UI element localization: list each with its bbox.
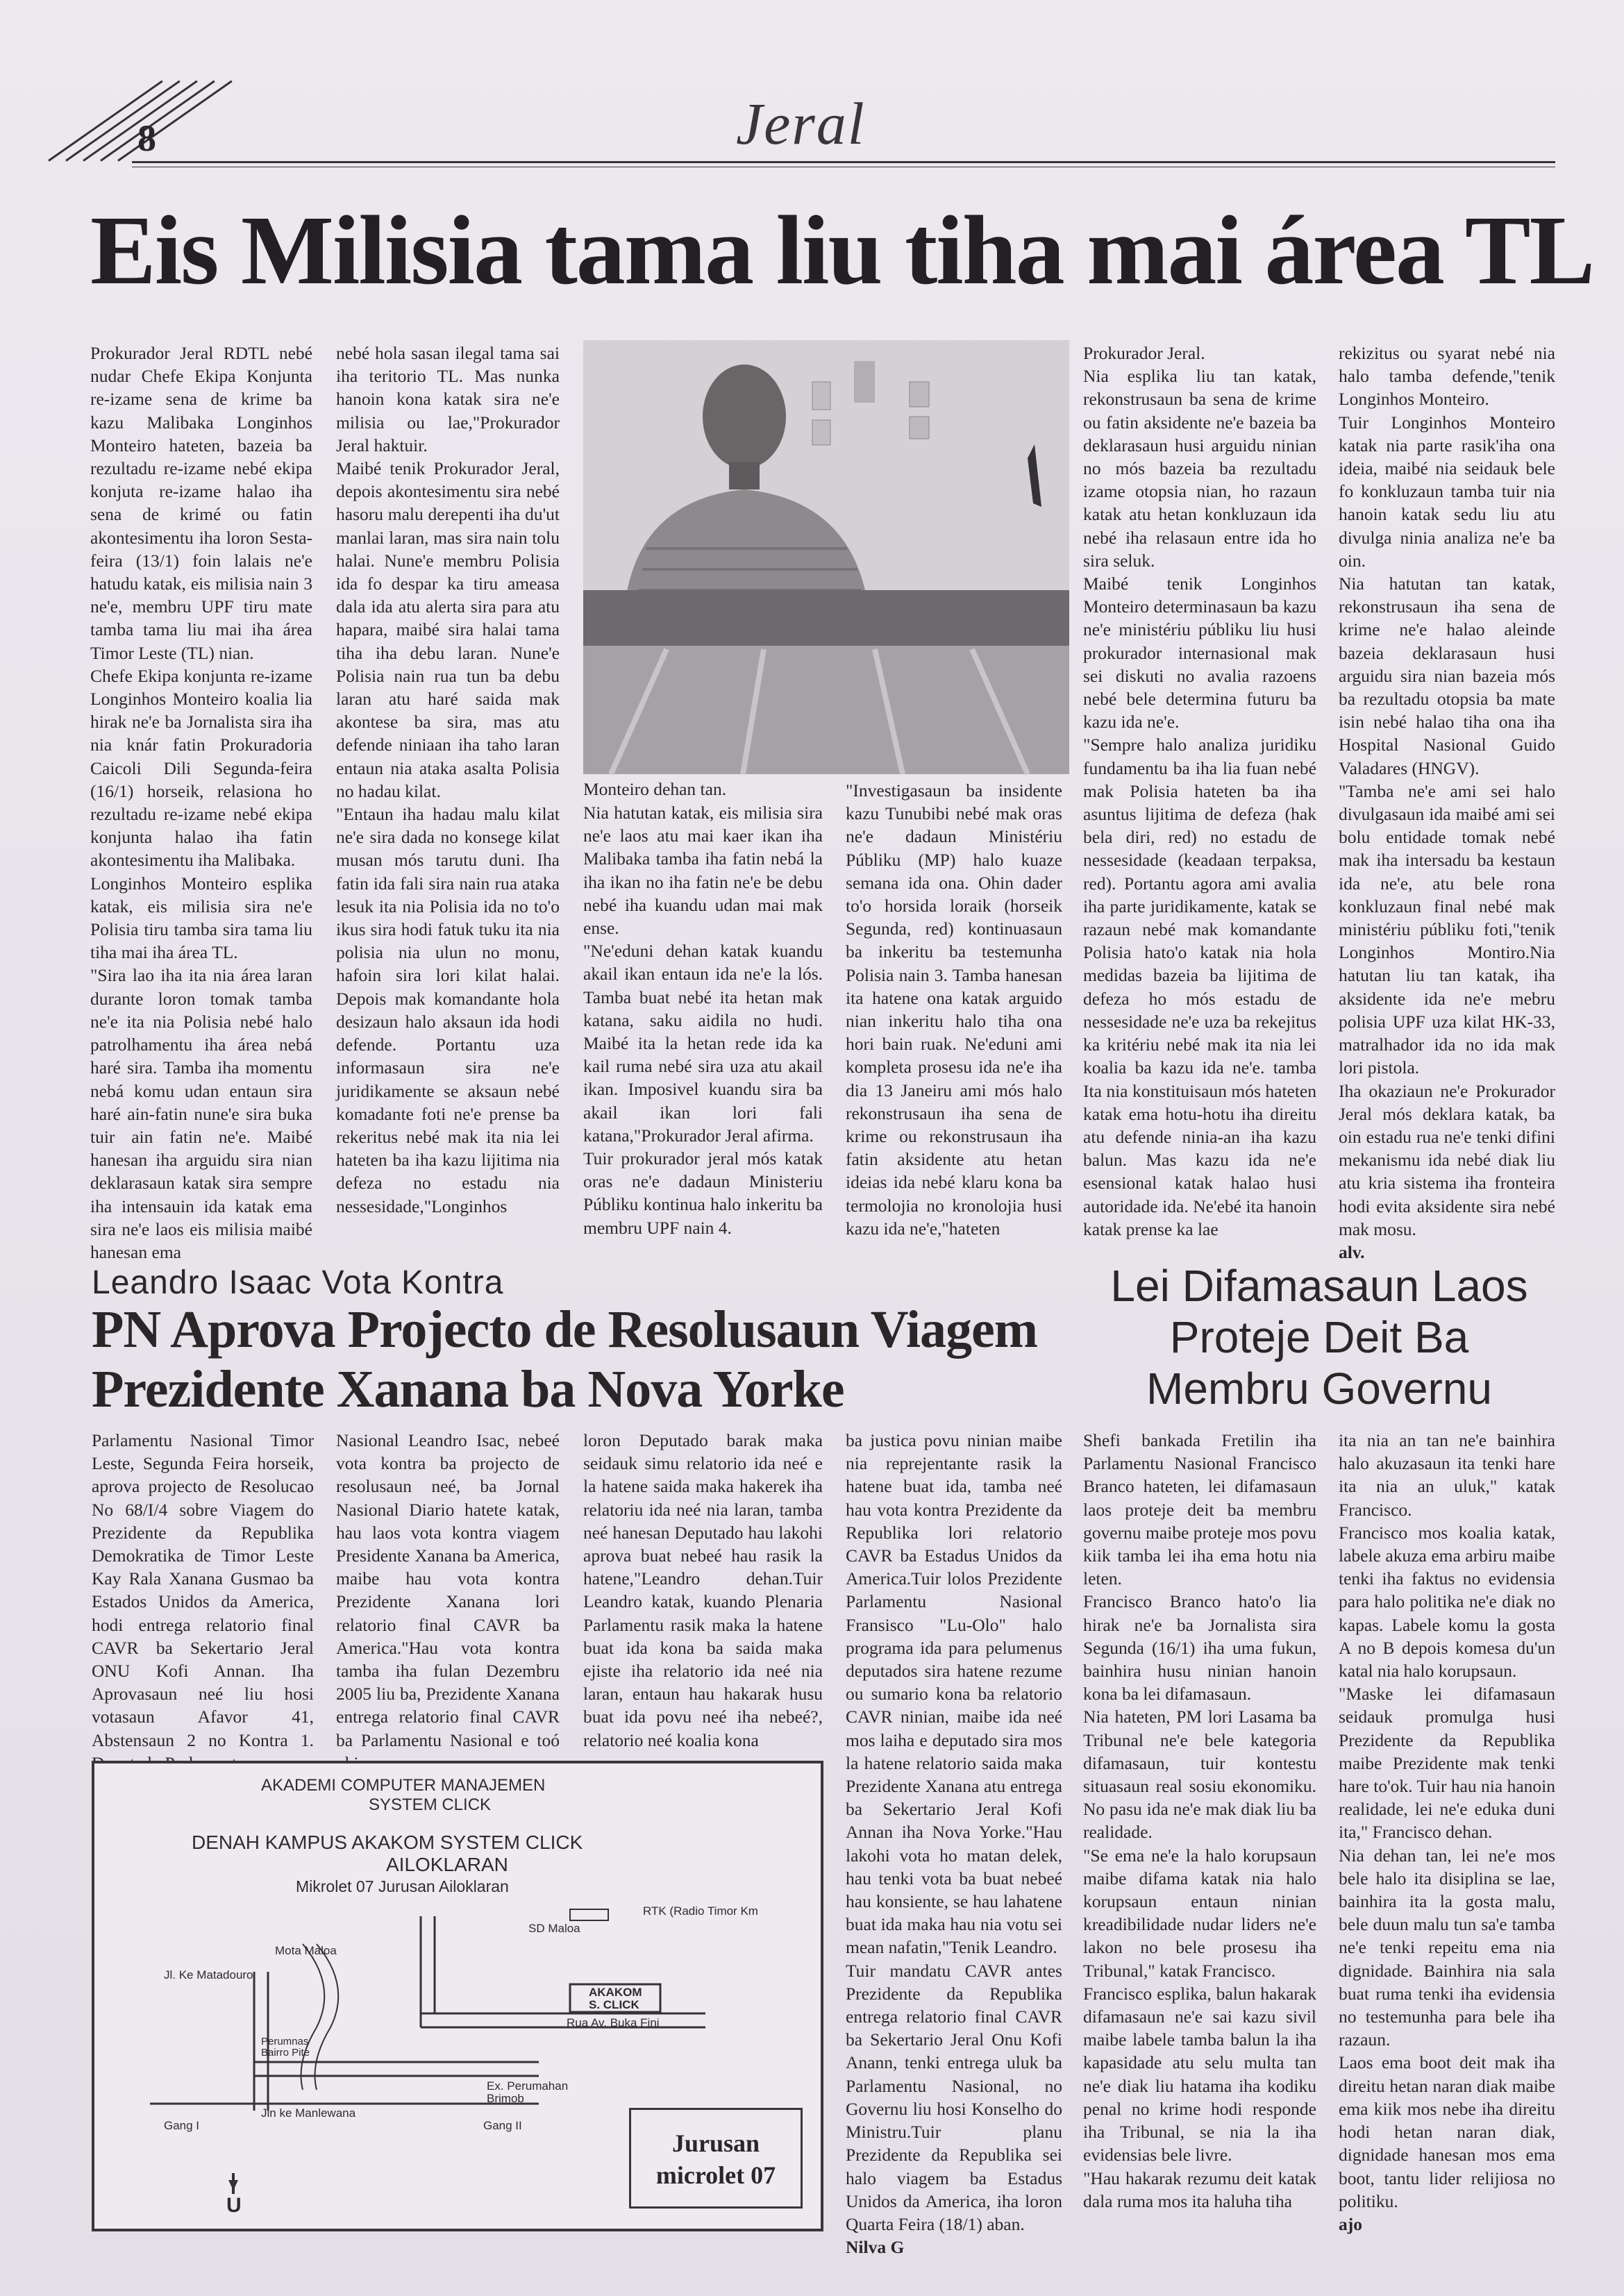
map-label: Gang II bbox=[483, 2119, 522, 2132]
section-title: Jeral bbox=[736, 90, 866, 157]
map-label: S. CLICK bbox=[589, 1998, 639, 2011]
article-text: ita nia an tan ne'e bainhira halo akuzasaun ita tenki hare ita nia an uluk," katak Francisco. Francisco mos koalia katak, labele akuza ema arbiru maibe tenki iha faktus no evidensia para halo politika ne'e diak no kapas. Labele komu la gosta A no B depois komesa du'un katal nia halo korupsaun. "Maske lei difamasaun seidauk promulga husi Prezidente da Republika maibe Prezidente mak tenki hare to'ok. Tuir hau nia hanoin realidade, lei ne'e eduka duni ita," Francisco dehan. Nia dehan tan, lei ne'e mos bele halo ita disiplina se lae, bainhira ita la gosta malu, bele duun malu tun sa'e tamba ne'e tenki repeitu ema nia dignidade. Bainhira nia sala buat ruma tenki iha evidensia no testemunha para bele iha razaun. Laos ema boot deit mak iha direitu hetan naran diak maibe ema kiik mos nebe iha direitu hodi hetan naran diak, dignidade hanesan mos ema boot, tantu lider relijiosa no politiku. bbox=[1339, 1430, 1555, 2211]
map-header: SYSTEM CLICK bbox=[369, 1795, 492, 1814]
article-text: rekizitus ou syarat nebé nia halo tamba defende,"tenik Longinhos Monteiro. Tuir Longinhos Monteiro katak nia parte rasik'iha ona ideia, maibé nia seidauk bele fo konkluzaun tamba tuir nia hanoin katak sedu liu atu divulga ninia analiza ne'e ba oin. Nia hatutan tan katak, rekonstrusaun iha sena de krime ne'e halao aleinde bazeia deklarasaun husi arguidu sira nian bazeia mós ba rezultadu otopsia ba mate isin nebé halao tiha ona iha Hospital Nasional Guido Valadares (HNGV). "Tamba ne'e ami sei halo divulgasaun ida maibé ami sei bolu entidade tomak nebé mak iha intersadu ba kestaun ida ne'e, atu bele rona konkluzaun final nebé mak ministériu públiku foti,"tenik Longinhos Montiro.Nia hatutan liu tan katak, iha aksidente ida ne'e mebru polisia UPF uza kilat HK-33, matralhador ida no ida mak lori pistola. Iha okaziaun ne'e Prokurador Jeral mós deklara katak, ba oin estadu rua ne'e tenki difini mekanismu ida nebé diak liu atu kria sistema iha fronteira hodi evita aksidente sira nebé mak mosu. bbox=[1339, 343, 1555, 1239]
map-label: Ex. Perumahan bbox=[487, 2079, 569, 2093]
article-text: ba justica povu ninian maibe nia reprejentante rasik la hatene buat ida, tamba neé hau vota kontra Prezidente da Republika lori relatorio CAVR ba Estadus Unidos da America.Tuir lolos Prezidente Parlamentu Nasional Fransisco "Lu-Olo" halo programa ida para pelumenus deputados sira hatene rezume ou sumario kona ba relatorio CAVR ninian, maibe ida neé mos laiha e deputado sira mos la hatene relatorio saida maka Prezidente Xanana atu entrega ba Sekertario Jeral Kofi Annan iha Nova Yorke."Hau lakohi vota ho matan delek, hau tenki vota ba buat nebeé hau konsiente, se hau lahatene buat ida maka hau nia votu sei mean nafatin,"Tenik Leandro. Tuir mandatu CAVR antes Prezidente da Republika entrega relatorio final CAVR ba Sekertario Jeral Onu Kofi Anann, tenki entrega uluk ba Parlamentu Nasional, no Governu liu hosi Konselho do Ministru.Tuir planu Prezidente da Republika sei halo viagem ba Estadus Unidos da America, iha loron Quarta Feira (18/1) aban. bbox=[846, 1430, 1062, 2234]
article-text: Shefi bankada Fretilin iha Parlamentu Nasional Francisco Branco hateten, lei difamasaun laos proteje deit ba membru governu maibe proteje mos povu kiik tamba lei iha ema hotu nia leten. Francisco Branco hato'o lia hirak ne'e ba Jornalista sira Segunda (16/1) iha uma fukun, bainhira husu ninian hanoin kona ba lei difamasaun. Nia hateten, PM lori Lasama ba Tribunal ne'e bele kategoria difamasaun, tuir kontestu situasaun real sosiu ekonomiku. No pasu ida ne'e mak diak liu ba realidade. "Se ema ne'e la halo korupsaun maibe difama katak nia halo korupsaun entaun ninian kreadibilidade nudar liders ne'e lakon no bele prosesu iha Tribunal," katak Francisco. Francisco esplika, balun hakarak difamasaun ne'e sai kazu sivil maibe labele tamba balun la iha kapasidade atu selu multa tan ne'e diak liu hatama iha kodiku penal no krime hodi responde iha Tribunal, se nia la iha evidensias bele livre. "Hau hakarak rezumu deit katak dala ruma mos ita haluha tiha bbox=[1083, 1430, 1316, 2211]
article-column bbox=[336, 342, 560, 1265]
article-column bbox=[846, 779, 1062, 1266]
article-text: loron Deputado barak maka seidauk simu relatorio ida neé e la hatene saida maka hakerek iha relatoriu ida neé nia laran, tamba neé hanesan Deputado hau lakohi aprova buat nebeé hau rasik la hatene,"Leandro dehan.Tuir Leandro katak, kuando Plenaria Parlamentu rasik maka la hatene buat ida kona ba saida maka ejiste iha relatorio ida neé nia laran, entaun hau hakarak husu buat ida povu neé iha nebeé?, relatorio neé koalia kona bbox=[583, 1430, 823, 1750]
article-text: nebé hola sasan ilegal tama sai iha teritorio TL. Mas nunka hanoin kona katak sira ne'e milisia ou lae,"Prokurador Jeral haktuir. Maibé tenik Prokurador Jeral, depois akontesimentu sira nebé hasoru malu derepenti iha du'ut manlai laran, mas sira nain tolu halai. Nune'e membru Polisia ida fo despar ka tiru ameasa dala ida atu alerta sira para atu hapara, maibé sira halai tama tiha iha debu laran. Nune'e Polisia nain rua tun ba debu laran atu haré saida mak akontese ba sira, mas atu defende niniaan iha taho laran entaun nia ataka asalta Polisia no hadau kilat. "Entaun iha hadau malu kilat ne'e sira dada no konsege kilat musan mós tarutu duni. Iha fatin ida fali sira nain rua ataka lesuk ita nia Polisia ida no to'o ikus sira hodi fatuk tuku ita nia polisia nia ulun no monu, hafoin sira lori kilat halai. Depois mak komandante hola desizaun halo aksaun ida hodi defende. Portantu uza informasaun sira ne'e juridikamente se aksaun nebé komadante foti ne'e prense ba rekeritus nebé mak ita nia lei hateten ba iha kazu lijitima nia defeza no estadu nia nessesidade,"Longinhos bbox=[336, 343, 560, 1216]
article-text: Parlamentu Nasional Timor Leste, Segunda Feira horseik, aprova projecto de Resolucao No 68/I/4 sobre Viagem do Prezidente da Republika Demokratika de Timor Leste Kay Rala Xanana Gusmao ba Estados Unidos da America, hodi entrega relatorio final CAVR ba Sekertario Jeral ONU Kofi Annan. Iha Aprovasaun neé liu hosi votasaun Afavor 41, Abstensaun 2 no Kontra 1. bbox=[92, 1430, 314, 1750]
map-label: Gang I bbox=[164, 2119, 200, 2132]
map-label: RTK (Radio Timor Km bbox=[643, 1904, 758, 1918]
header-rule bbox=[132, 161, 1555, 163]
map-label: Jl. Ke Matadouro bbox=[164, 1968, 253, 1981]
article-column bbox=[1339, 1429, 1555, 2245]
map-label: Perumnas bbox=[261, 2036, 309, 2047]
map-title: AILOKLARAN bbox=[386, 1854, 508, 1875]
article-column bbox=[1083, 342, 1316, 1265]
article-column bbox=[90, 342, 312, 1265]
map-label: SD Maloa bbox=[528, 1922, 580, 1935]
article-text: Prokurador Jeral RDTL nebé nudar Chefe Ekipa Konjunta re-izame sena de krime ba kazu Malibaka Longinhos Monteiro hateten, bazeia ba rezultadu re-izame nebé ekipa konjuta re-izame halao iha sena de krimé ou fatin akontesimentu iha loron Sesta-feira (13/1) foin lalais ne'e hatudu katak, eis milisia nain 3 ne'e, membru UPF tiru mate tamba tama liu mai iha área Timor Leste (TL) nian. Chefe Ekipa konjunta re-izame Longinhos Monteiro koalia lia hirak ne'e ba Jornalista sira iha nia knár fatin Prokuradoria Caicoli Dili Segunda-feira (16/1) horseik, relasiona ho rezultadu re-izame nebé ekipa konjunta halao iha fatin akontesimentu iha Malibaka. Longinhos Monteiro esplika katak, eis milisia sira ne'e Polisia tiru tamba sira tama liu tiha mai iha área TL. "Sira lao iha ita nia área laran durante loron tomak tamba ne'e ita nia Polisia nebé halo patrolhamentu iha área nebá haré sira. Tamba iha momentu nebá komu udan entaun sira haré ain-fatin nune'e sira buka tuir ain fatin ne'e. Maibé hanesan iha arguidu sira nian deklarasaun katak sira sempre iha intensauin ida katak ema sira ne'e laos eis milisia maibé hanesan ema bbox=[90, 343, 312, 1262]
route-box-line: microlet 07 bbox=[655, 2161, 776, 2189]
route-box-line: Jurusan bbox=[671, 2129, 760, 2157]
author-signature: ajo bbox=[1339, 2213, 1362, 2234]
article-column bbox=[336, 1429, 560, 1762]
article-text: Nia hatutan katak, eis milisia sira ne'e laos atu mai kaer ikan iha Malibaka tamba iha fatin nebá la iha ikan no iha fatin ne'e be debu nebé iha kuandu udan mai mak ense. "Ne'eduni dehan katak kuandu akail ikan entaun ida ne'e la lós. Tamba buat nebé ita hetan mak katana, saku aidila no hudi. Maibé ita la hetan rede ida ka kail ruma nebé sira uza atu akail ikan. Imposivel kuandu sira ba akail ikan lori fali katana,"Prokurador Jeral afirma. Tuir prokurador jeral mós katak oras ne'e dadaun Ministeriu Públiku kontinua halo inkeritu ba membru UPF nain 4. bbox=[583, 803, 823, 1238]
photo-caption: Monteiro dehan tan. bbox=[583, 779, 727, 799]
article-text: Nasional Leandro Isac, nebeé vota kontra ba projecto de resolusaun neé, ba Jornal Nasional Diario hatete katak, hau laos vota kontra viagem Presidente Xanana ba America, maibe hau vota kontra Prezidente Xanana lori relatorio final CAVR ba America."Hau vota kontra tamba iha fulan Dezembru 2005 liu ba, Prezidente Xanana entrega relatorio final CAVR ba Parlamentu Nasional e toó bbox=[336, 1430, 560, 1750]
route-box bbox=[629, 2108, 803, 2209]
map-title: DENAH KAMPUS AKAKOM SYSTEM CLICK bbox=[192, 1832, 583, 1853]
article-headline: PN Aprova Projecto de Resolusaun Viagem Prezidente Xanana ba Nova Yorke bbox=[92, 1300, 1038, 1418]
article-column bbox=[1339, 342, 1555, 1265]
article-text: Prokurador Jeral. Nia esplika liu tan katak, rekonstrusaun ba sena de krime ou fatin aksidente ne'e bazeia ba deklarasaun husi arguidu ninian no mós bazeia ba rezultadu izame otopsia nian, ho razaun katak atu hetan konkluzaun ida nebé iha relasaun entre ida ho sira seluk. Maibé tenik Longinhos Monteiro determinasaun ba kazu ne'e ministériu públiku liu husi prokurador internasional mak sei diskuti no avalia razoens nebé bele determina futuru ba kazu ida ne'e. "Sempre halo analiza juridiku fundamentu ba iha lia fuan nebé mak Polisia hateten ba iha asuntus lijitima de defeza (hak bela diri, red) no estadu de nessesidade (keadaan terpaksa, red). Portantu agora ami avalia iha parte juridikamente, katak se razaun nebé mak komandante Polisia hato'o katak nia hola medidas bazeia ba lijitima de defeza ho mós estadu de nessesidade ne'e uza ba rekejitus ka kritériu nebé mak ita nia lei koalia ba kazu ida ne'e. tamba Ita nia konstituisaun mós hateten katak ema hotu-hotu iha direitu atu defende ninia-an iha kazu balun. Mas kazu ida ne'e esensional katak halao husi autoridade ida. Ne'ebé ita hanoin katak prense ka lae bbox=[1083, 343, 1316, 1239]
map-label: AKAKOM bbox=[589, 1986, 642, 1999]
page-number: 8 bbox=[137, 117, 156, 159]
article-text: "Investigasaun ba insidente kazu Tunubibi nebé mak oras ne'e dadaun Ministériu Públiku (MP) halo kuaze semana ida ona. Ohin dader to'o horsida loraik (horseik Segunda, red) kontinuasaun ba inkeritu ba testemunha Polisia nain 3. Tamba hanesan ita hatene ona katak arguido nian inkeritu halo tiha ona hori bain ruak. Ne'eduni ami kompleta prosesu ida ne'e iha dia 13 Janeiru ami mós halo rekonstrusaun iha sena de krime ou rekonstrusaun iha fatin aksidente atu hetan ideias ida nebé klaru kona ba termolojia no kronolojia husi kazu ida ne'e,"hateten bbox=[846, 780, 1062, 1239]
article-headline: Lei Difamasaun Laos Proteje Deit Ba Membru Governu bbox=[1110, 1261, 1528, 1414]
map-subtitle: Mikrolet 07 Jurusan Ailoklaran bbox=[296, 1877, 509, 1895]
author-signature: Nilva G bbox=[846, 2237, 905, 2258]
article-headline: Eis Milisia tama liu tiha mai área TL bbox=[90, 195, 1594, 305]
person-photo-image bbox=[583, 340, 1069, 774]
article-column bbox=[583, 801, 823, 1266]
article-column bbox=[1083, 1429, 1316, 2245]
portrait-photo bbox=[583, 340, 1069, 774]
map-label: Brimob bbox=[487, 2092, 524, 2105]
map-label: Jln ke Manlewana bbox=[261, 2106, 356, 2120]
map-label: Bairro Pite bbox=[261, 2047, 310, 2059]
map-label: Rua Av. Buka Fini bbox=[567, 2016, 660, 2029]
article-column bbox=[92, 1429, 314, 1762]
campus-map-advertisement bbox=[92, 1761, 823, 2231]
map-header: AKADEMI COMPUTER MANAJEMEN bbox=[261, 1776, 546, 1795]
article-column bbox=[846, 1429, 1062, 2258]
article-column bbox=[583, 1429, 823, 1762]
author-signature: alv. bbox=[1339, 1241, 1365, 1262]
article-kicker: Leandro Isaac Vota Kontra bbox=[92, 1264, 504, 1301]
north-arrow-label: U bbox=[226, 2194, 242, 2217]
map-label: Mota Maloa bbox=[275, 1944, 337, 1957]
